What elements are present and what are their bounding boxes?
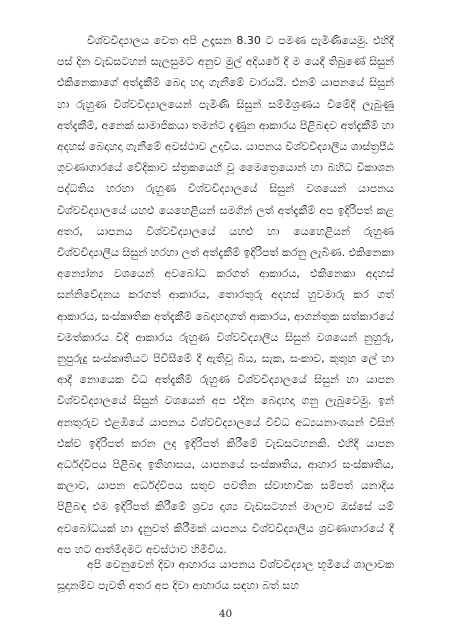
body-paragraph-2: අපි වෙනුවෙන් දිවා ආහාරය යාපනය විශ්වවිද්‍යාල භූමියේ ශාලාවක සූදානම්ව පැවති අතර අප දිවා ආහාරය සඳහා බත් සහ: [57, 558, 394, 593]
page-number: 40: [218, 608, 233, 620]
body-paragraph-1: විශ්වවිද්‍යාලය වෙත අපි උදෑසන 8.30 ට පමණ පැමිණියෙමු. එහිදී පස් දින වැඩසටහන් සැලසුමට අනුව මුල් අදියරේ දී ම යෙදී තිබුණේ සිසුන් එකිනෙකාගේ අත්දැකීම් බෙදා හදා ගැනීමේ වාරයයි. එනම් යාපනයේ සිසුන් හා රුහුණ විශ්වවිද්‍යාලයෙන් පැමිණි සිසුන් සම්මිශ්‍රණය වීමේදී ලැබුණු අත්දැකීම්, අනෙක් සාමාජිකයා තමන්ට දැණුන ආකාරය පිළිබඳව අත්දැකීම් හා අදහස් බෙදාහදා ගැනීමේ අවස්ථාව උදාවිය. යාපනය විශ්වවිද්‍යාලීය ශාස්ත්‍රපීඨ ගුවණාගාරයේ වේදිකාව ස්ත්‍රකයෙහි වූ මෛත්‍රෙයොන් හා බහිධ විකාශන පද්ධතිය හරහා රුහුණ විශ්වවිද්‍යාලයේ සිසුන් වශයෙන් යාපනය විශ්වවිද්‍යාලයේ යහළු යෙහෙළියන් සමගින් ලත් අත්දැකීම් අප ඉදිරිපත් කළ අතර, යාපනය විශ්වවිද්‍යාලයේ යහළු හා යෙහෙළියන් රුහුණ විශ්වවිද්‍යාලීය සිසුන් හරහා ලත් අත්දැකීම් ඉදිරිපත් කරනු ලැබිණ. එකිනෙකා අන්‍යෝන්‍ය වශයෙන් අවබෝධ කරගත් ආකාරය, එකිනෙකා අදහස් සන්නිවේදනය කරගත් ආකාරය, තොරතුරු අදහස් හුවමාරු කර ගත් ආකාරය, සංස්කෘතික අත්දැකීම් බෙදාහදාගත් ආකාරය, ආගන්තුක සත්කාරයේ චමත්කාරය විදි ආකාරය රුහුණ විශ්වවිද්‍යාලීය සිසුන් වශයෙන් නුහුරු, නුපුරුදු සංස්කෘතියට පිවිසීමේ දී ඇතිවූ බිය, සැක, සංකාව, කුතුහ ලේ හා ආදී නොයෙක විධ අත්දැකීම් රුහුණ විශ්වවිද්‍යාලයේ සිසුන් හා යාපන විශ්වවිද්‍යාලයේ සිසුන් වශයෙන් අප එදින බෙදාහදා ගනු ලැබුවෙමු. ඉන් අනතුරුව එළඹියේ යාපනය විශ්වවිද්‍යාලයේ විවිධ අධ්‍යයනාංශයන් විසින් එක්ව ඉදිරිපත් කරන ලද ඉදිරිපත් කිරීමේ වැඩසටහනකි. එහිදී යාපන අර්ධද්වීපය පිළිබඳ ඉතිහාසය, යාපනයේ සංස්කෘතිය, ආහාර සංස්කෘතිය, කලාව, යාපන අර්ධද්වීපය සතුව පවතින ස්වාභාවික සම්පත් යනාදිය පිළිබඳ එම ඉදිරිපත් කිරීමේ ශ්‍රව්‍ය දෘශ්‍ය වැඩසටහන් මාලාව ඔස්සේ යම් අවබෝධයක් හා දැනුවත් කිරීමක් යාපනය විශ්වවිද්‍යාලීය ශ්‍රවණාගාරයේ දී අප හට ආත්මීදමට අවස්ථාව හිමිවිය.: [57, 34, 394, 556]
